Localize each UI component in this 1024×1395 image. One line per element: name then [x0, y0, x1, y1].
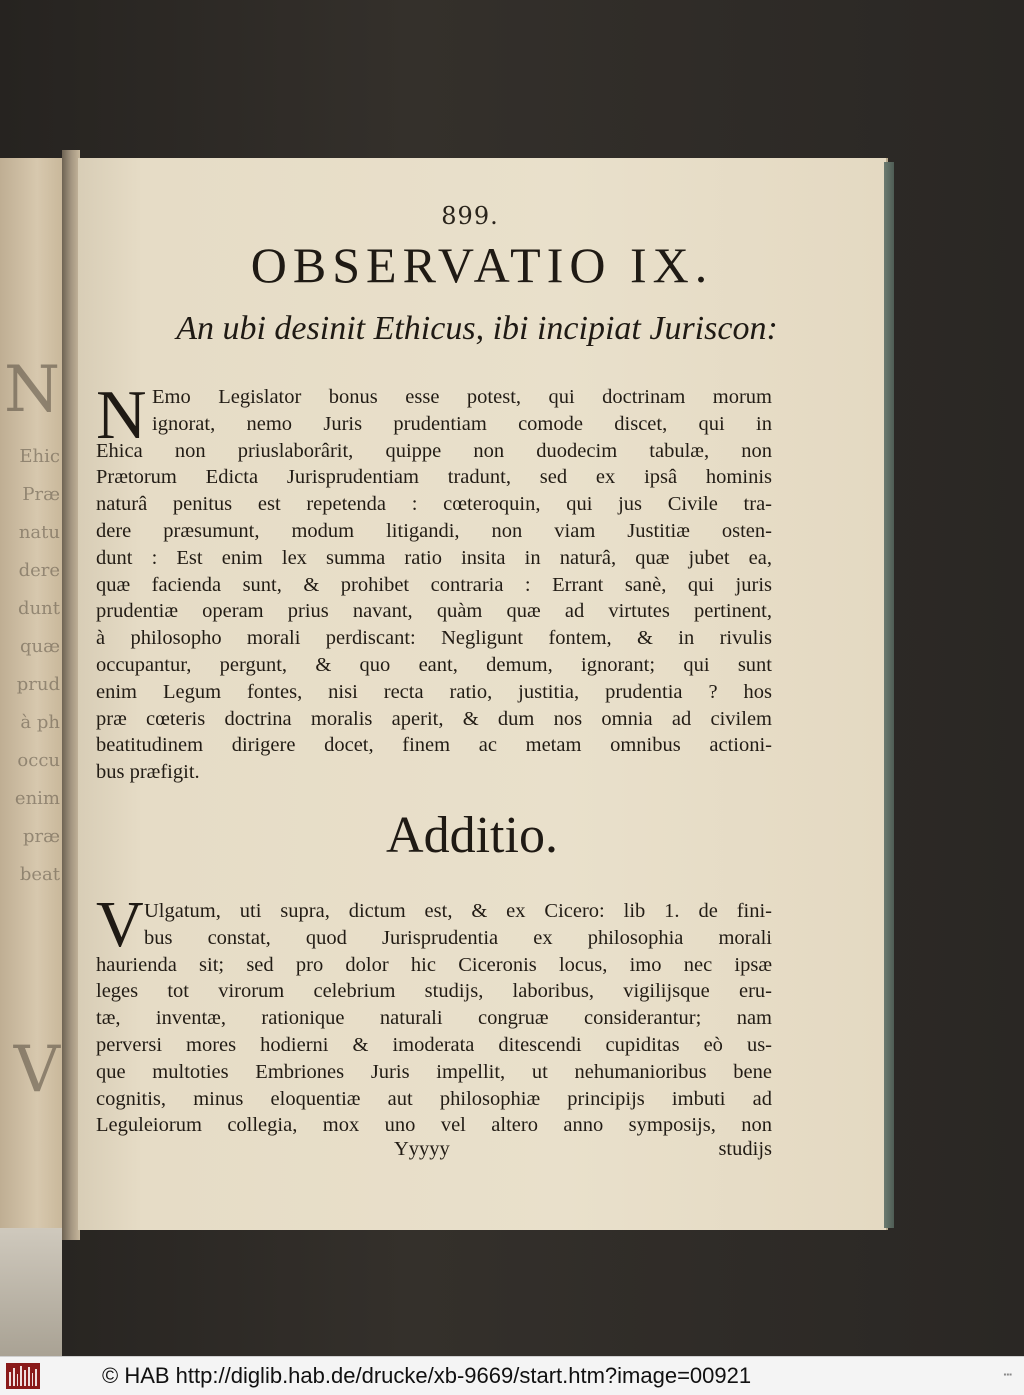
copyright-link[interactable]: © HAB http://diglib.hab.de/drucke/xb-9669/start.htm?image=00921 — [102, 1363, 752, 1388]
text-line: enim Legum fontes, nisi recta ratio, justitia, prudentia ? hos — [96, 680, 772, 703]
signature-mark: Yyyyy — [394, 1138, 450, 1160]
page-subtitle: An ubi desinit Ethicus, ibi incipiat Juriscon: — [176, 310, 778, 347]
text-line: à philosopho morali perdiscant: Negligunt fontem, & in rivulis — [96, 627, 772, 650]
book-page — [78, 158, 886, 1230]
text-line: quæ facienda sunt, & prohibet contraria : Errant sanè, qui juris — [96, 573, 772, 596]
page-title: OBSERVATIO IX. — [250, 237, 714, 293]
status-bar — [0, 1356, 1024, 1395]
text-line: tæ, inventæ, rationique naturali congruæ considerantur; nam — [96, 1007, 772, 1030]
facing-page-edge: N Ehic Præ natu dere dunt quæ prud à ph occu enim præ beat V — [0, 158, 64, 1228]
addition-paragraph — [96, 898, 772, 1139]
text-line: haurienda sit; sed pro dolor hic Ciceronis locus, imo nec ipsæ — [96, 953, 772, 976]
text-line: bus præfigit. — [96, 761, 200, 784]
text-line: prudentiæ operam prius navant, quàm quæ ad virtutes pertinent, — [96, 600, 772, 623]
hab-logo-icon — [6, 1363, 40, 1389]
text-line: occupantur, pergunt, & quo eant, demum, ignorant; qui sunt — [96, 653, 772, 676]
text-line: beatitudinem dirigere docet, finem ac metam omnibus actioni- — [96, 734, 772, 757]
text-line: Emo Legislator bonus esse potest, qui doctrinam morum — [152, 386, 772, 408]
page-footer — [96, 1138, 772, 1166]
text-line: que multoties Embriones Juris impellit, ut nehumanioribus bene — [96, 1060, 772, 1083]
text-line: præ cœteris doctrina moralis aperit, & dum nos omnia ad civilem — [96, 707, 772, 730]
text-line: Leguleiorum collegia, mox uno vel altero anno symposijs, non — [96, 1114, 772, 1137]
drop-cap-initial: V — [96, 888, 144, 961]
observation-paragraph — [96, 384, 772, 786]
text-line: perversi mores hodierni & imoderata ditescendi cupiditas eò us- — [96, 1033, 772, 1056]
text-line: ignorat, nemo Juris prudentiam comode discet, qui in — [152, 412, 772, 435]
text-line: Ulgatum, uti supra, dictum est, & ex Cicero: lib 1. de fini- — [144, 900, 772, 922]
page-edge — [884, 162, 894, 1228]
drop-cap-initial: N — [96, 377, 147, 454]
text-line: dere præsumunt, modum litigandi, non viam Justitiæ osten- — [96, 519, 772, 542]
text-line: cognitis, minus eloquentiæ aut philosophiæ principijs imbuti ad — [96, 1087, 772, 1110]
text-line: bus constat, quod Jurisprudentia ex philosophia morali — [144, 926, 772, 949]
text-line: Ehica non priuslaborârit, quippe non duodecim tabulæ, non — [96, 439, 772, 462]
page-tab — [0, 1228, 62, 1356]
addition-heading: Additio. — [386, 807, 558, 864]
page-number: 899. — [441, 202, 499, 230]
scan-marker: ▪▪▪ — [1003, 1370, 1012, 1379]
catchword: studijs — [718, 1138, 772, 1160]
text-line: leges tot virorum celebrium studijs, laboribus, vigilijsque eru- — [96, 980, 772, 1003]
text-line: naturâ penitus est repetenda : cœteroquin, qui jus Civile tra- — [96, 493, 772, 516]
text-line: dunt : Est enim lex summa ratio insita in naturâ, quæ jubet ea, — [96, 546, 772, 569]
text-line: Prætorum Edicta Jurisprudentiam tradunt, sed ex ipsâ hominis — [96, 466, 772, 489]
